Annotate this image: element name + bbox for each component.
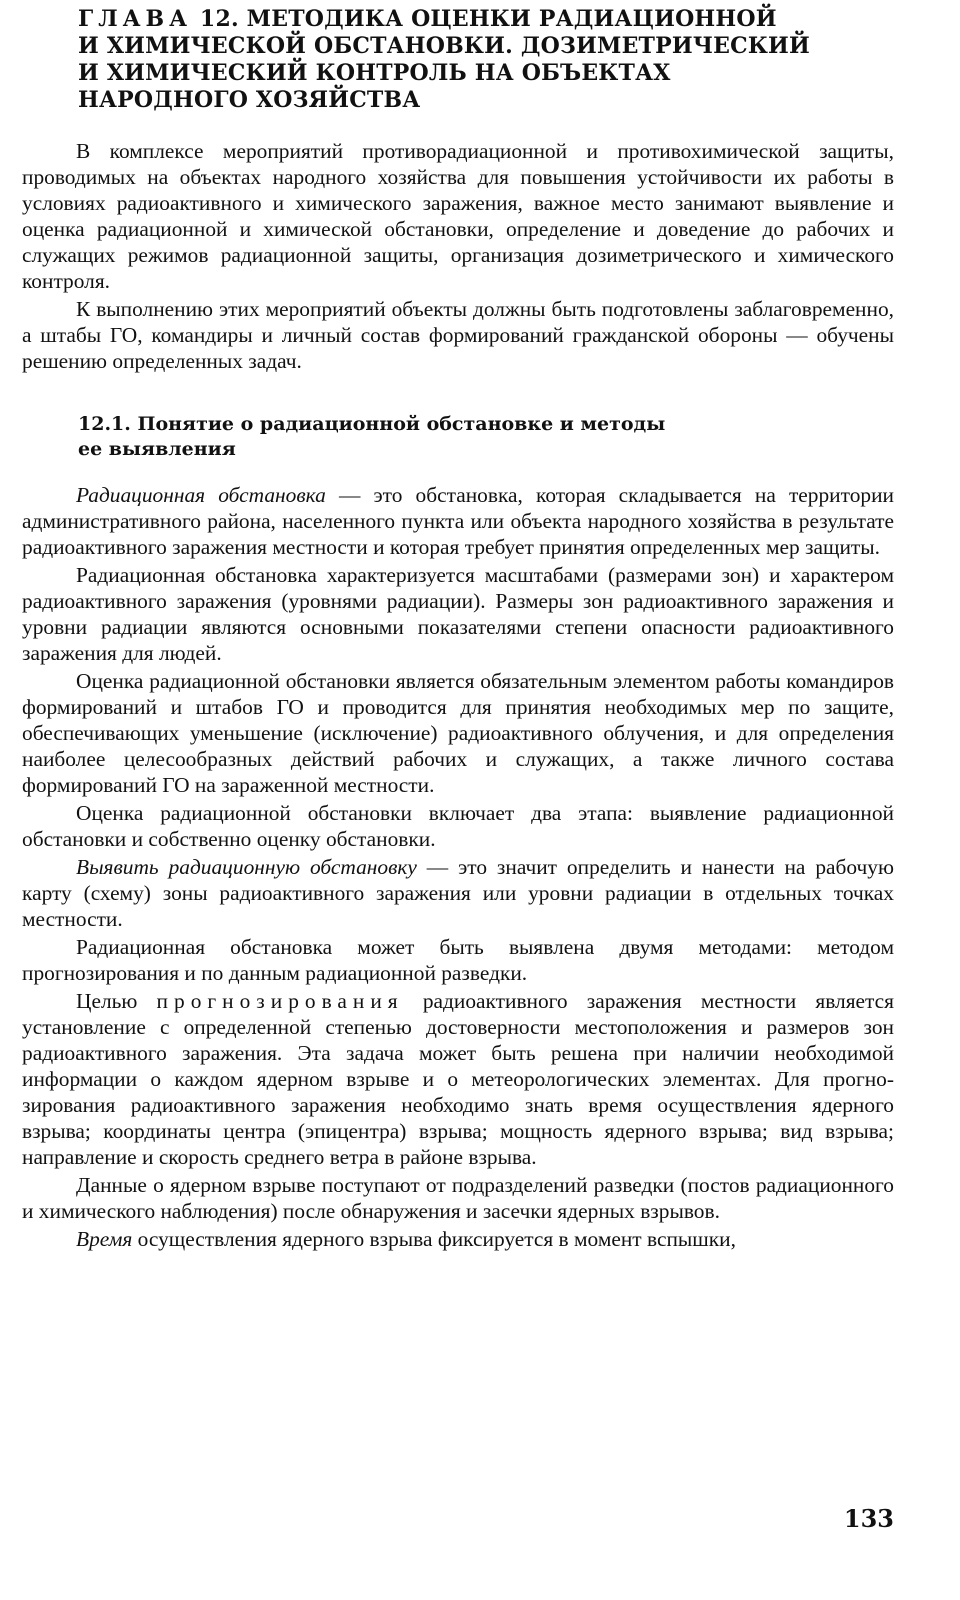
body-paragraph-5-text: — это значит определить и нанести на рабочую карту (схему) зоны радиоактивного заражения или уровни радиации в отдельных точках местности. — [22, 855, 894, 931]
chapter-prefix: ГЛАВА — [78, 6, 193, 32]
body-paragraph-3: Оценка радиационной обстановки является обязательным элементом работы командиров формирований и штабов ГО и проводится для принятия необходимых мер по защите, обеспечивающих уменьшение (исключение) радиоактивного облучения, и для определения наиболее целесообразных действий рабочих и служащих, а также личного состава формирований ГО на зараженной местности. — [22, 669, 894, 797]
body-paragraph-2: Радиационная обстановка характеризуется масштабами (размерами зон) и характером радиоактивного заражения (уровнями радиации). Размеры зон радиоактивного заражения и уровни радиации являются основными показателями степени опасности радиоактивного заражения для людей. — [22, 563, 894, 665]
section-title-line-2: ее выявления — [78, 438, 236, 460]
body-paragraph-7-text: радиоактивного заражения местности является установление с определенной степенью достоверности местоположения и размеров зон радиоактивного заражения. Эта задача может быть решена при наличии необходимой информации о каждом ядерном взрыве и о метеорологических элементах. Для прогнозирования радиоактивного заражения необходимо знать время осуществления ядерного взрыва; координаты центра (эпицентра) взрыва; мощность ядерного взрыва; вид взрыва; направление и скорость среднего ветра в районе взрыва. — [22, 989, 894, 1169]
body-paragraph-9-text: осуществления ядерного взрыва фиксируется в момент вспышки, — [132, 1227, 736, 1251]
body-paragraph-8: Данные о ядерном взрыве поступают от подразделений разведки (постов радиационного и химического наблюдения) после обнаружения и засечки ядерных взрывов. — [22, 1173, 894, 1223]
body-paragraph-1-text: — это обстановка, которая складывается на территории административного района, населенного пункта или объекта народного хозяйства в результате радиоактивного заражения местности и которая требует принятия определенных мер защиты. — [22, 483, 894, 559]
intro-paragraph-2: К выполнению этих мероприятий объекты должны быть подготовлены заблаговременно, а штабы ГО, командиры и личный состав формирований гражданской обороны — обучены решению определенных задач. — [22, 297, 894, 373]
intro-paragraph-1: В комплексе мероприятий противорадиационной и противохимической защиты, проводимых на объектах народного хозяйства для повышения устойчивости их работы в условиях радиоактивного и химического заражения, важное место занимают выявление и оценка радиационной и химической обстановки, определение и доведение до рабочих и служащих режимов радиационной защиты, организация дозиметрического и химического контроля. — [22, 139, 894, 293]
chapter-intro — [22, 138, 894, 374]
chapter-title — [78, 6, 838, 114]
body-paragraph-9 — [22, 1226, 894, 1252]
term-detect-radiation-situation: Выявить радиационную обстановку — [76, 855, 417, 879]
body-paragraph-4: Оценка радиационной обстановки включает два этапа: выявление радиационной обстановки и собственно оценку обстановки. — [22, 801, 894, 851]
section-title-line-1: 12.1. Понятие о радиационной обстановке и методы — [78, 413, 666, 435]
term-time: Время — [76, 1227, 133, 1251]
body-paragraph-6: Радиационная обстановка может быть выявлена двумя методами: методом прогнозирования и по данным радиационной разведки. — [22, 935, 894, 985]
section-title — [78, 412, 778, 462]
page-number: 133 — [843, 1504, 894, 1533]
chapter-title-line-4: НАРОДНОГО ХОЗЯЙСТВА — [78, 87, 421, 113]
body-paragraph-7-start: Целью — [76, 989, 157, 1013]
term-radiation-situation: Радиационная обстановка — [76, 483, 326, 507]
chapter-title-line-1 — [78, 6, 838, 33]
body-paragraph-1 — [22, 482, 894, 560]
chapter-title-line-2: И ХИМИЧЕСКОЙ ОБСТАНОВКИ. ДОЗИМЕТРИЧЕСКИЙ — [78, 33, 811, 59]
body-paragraph-7 — [22, 988, 894, 1170]
chapter-title-line-3: И ХИМИЧЕСКИЙ КОНТРОЛЬ НА ОБЪЕКТАХ — [78, 60, 671, 86]
term-forecasting: прогнозирования — [156, 989, 404, 1013]
section-body — [22, 482, 894, 1252]
body-paragraph-5 — [22, 854, 894, 932]
chapter-title-text-1: 12. МЕТОДИКА ОЦЕНКИ РАДИАЦИОННОЙ — [192, 6, 777, 32]
book-page — [22, 0, 894, 1600]
